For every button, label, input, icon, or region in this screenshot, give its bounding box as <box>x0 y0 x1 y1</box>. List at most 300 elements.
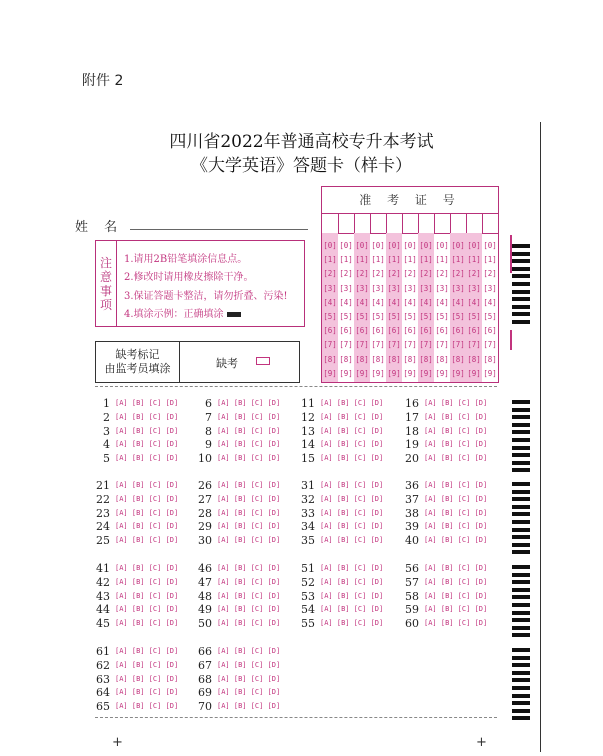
answer-options[interactable]: [A] [B] [C] [D] <box>217 412 281 421</box>
answer-options[interactable]: [A] [B] [C] [D] <box>320 619 384 628</box>
timing-mark <box>512 716 530 720</box>
answer-options[interactable]: [A] [B] [C] [D] <box>424 564 488 572</box>
admission-digit-bubble[interactable]: [8] <box>467 354 481 364</box>
note-item <box>124 305 241 320</box>
question-number: 43 <box>96 589 110 603</box>
admission-digit-bubble[interactable]: [0] <box>435 241 449 250</box>
answer-options[interactable]: [A] [B] [C] [D] <box>424 536 488 545</box>
answer-options[interactable]: [A] [B] [C] [D] <box>115 426 179 435</box>
admission-digit-bubble[interactable]: [7] <box>451 340 465 350</box>
answer-options[interactable]: [A] [B] [C] [D] <box>424 399 488 407</box>
question-number: 64 <box>96 686 110 700</box>
admission-digit-bubble[interactable]: [0] <box>483 241 497 250</box>
question-number: 49 <box>198 603 212 617</box>
answer-options[interactable]: [A] [B] [C] [D] <box>217 591 281 600</box>
admission-digit-bubble[interactable]: [8] <box>371 354 385 364</box>
question-number: 14 <box>301 438 315 452</box>
admission-digit-bubble[interactable]: [8] <box>403 354 417 364</box>
answer-options[interactable]: [A] [B] [C] [D] <box>217 605 281 614</box>
timing-mark <box>512 290 530 294</box>
answer-options[interactable]: [A] [B] [C] [D] <box>424 412 488 421</box>
admission-digit-bubble[interactable]: [9] <box>371 368 385 378</box>
question-number: 12 <box>301 410 315 424</box>
question-number: 35 <box>301 534 315 548</box>
answer-options[interactable]: [A] [B] [C] [D] <box>424 454 488 463</box>
admission-digit-bubble[interactable]: [2] <box>371 269 385 279</box>
answer-options[interactable]: [A] [B] [C] [D] <box>320 494 384 503</box>
admission-digit-bubble[interactable]: [0] <box>323 241 337 250</box>
question-number: 34 <box>301 520 315 534</box>
answer-options[interactable]: [A] [B] [C] [D] <box>320 426 384 435</box>
answer-options[interactable]: [A] [B] [C] [D] <box>217 702 281 711</box>
answer-options[interactable]: [A] [B] [C] [D] <box>424 494 488 503</box>
admission-digit-bubble[interactable]: [7] <box>323 340 337 350</box>
question-number: 21 <box>96 479 110 492</box>
admission-digit-bubble[interactable]: [5] <box>451 312 465 321</box>
question-number: 32 <box>301 492 315 506</box>
answer-options[interactable]: [A] [B] [C] [D] <box>115 412 179 421</box>
admission-digit-bubble[interactable]: [7] <box>419 340 433 350</box>
admission-digit-bubble[interactable]: [5] <box>371 312 385 321</box>
crop-mark: + <box>476 735 487 750</box>
answer-options[interactable]: [A] [B] [C] [D] <box>115 494 179 503</box>
question-number: 47 <box>198 575 212 589</box>
absence-checkbox[interactable] <box>256 357 270 365</box>
question-number: 58 <box>405 589 419 603</box>
pink-marker <box>510 330 512 350</box>
timing-mark <box>512 505 530 509</box>
admission-entry-cell[interactable] <box>370 213 387 233</box>
admission-digit-bubble[interactable]: [3] <box>339 283 353 293</box>
answer-options[interactable]: [A] [B] [C] [D] <box>217 577 281 586</box>
timing-mark <box>512 709 530 713</box>
admission-digit-bubble[interactable]: [3] <box>451 283 465 293</box>
admission-digit-bubble[interactable]: [9] <box>387 368 401 378</box>
answer-options[interactable]: [A] [B] [C] [D] <box>115 591 179 600</box>
question-number: 42 <box>96 575 110 589</box>
question-number: 54 <box>301 603 315 617</box>
question-number: 57 <box>405 575 419 589</box>
admission-digit-bubble[interactable]: [7] <box>403 340 417 350</box>
admission-digit-bubble[interactable]: [3] <box>403 283 417 293</box>
answer-options[interactable]: [A] [B] [C] [D] <box>320 412 384 421</box>
admission-digit-bubble[interactable]: [9] <box>419 368 433 378</box>
answer-options[interactable]: [A] [B] [C] [D] <box>217 426 281 435</box>
admission-digit-bubble[interactable]: [6] <box>355 326 369 336</box>
answer-options[interactable]: [A] [B] [C] [D] <box>424 591 488 600</box>
admission-digit-bubble[interactable]: [2] <box>355 269 369 279</box>
admission-entry-cell[interactable] <box>402 213 419 233</box>
admission-digit-bubble[interactable]: [5] <box>467 312 481 321</box>
answer-options[interactable]: [A] [B] [C] [D] <box>115 577 179 586</box>
answer-options[interactable]: [A] [B] [C] [D] <box>115 522 179 531</box>
timing-mark <box>512 580 530 584</box>
question-number: 3 <box>103 424 110 438</box>
answer-options[interactable]: [A] [B] [C] [D] <box>115 674 179 683</box>
question-number: 65 <box>96 700 110 714</box>
question-number: 55 <box>301 617 315 631</box>
admission-digit-bubble[interactable]: [1] <box>371 255 385 265</box>
admission-digit-bubble[interactable]: [2] <box>467 269 481 279</box>
timing-mark <box>512 267 530 271</box>
admission-digit-bubble[interactable]: [6] <box>435 326 449 336</box>
answer-options[interactable]: [A] [B] [C] [D] <box>424 481 488 489</box>
answer-options[interactable]: [A] [B] [C] [D] <box>217 564 281 572</box>
admission-digit-bubble[interactable]: [6] <box>467 326 481 336</box>
answer-options[interactable]: [A] [B] [C] [D] <box>217 522 281 531</box>
admission-digit-bubble[interactable]: [8] <box>435 354 449 364</box>
divider <box>95 717 497 718</box>
timing-mark <box>512 694 530 698</box>
admission-digit-bubble[interactable]: [4] <box>435 297 449 307</box>
admission-number-grid <box>321 186 499 383</box>
absence-mark-label: 缺考 <box>216 357 238 370</box>
question-number: 39 <box>405 520 419 534</box>
question-number: 1 <box>103 397 110 410</box>
answer-options[interactable]: [A] [B] [C] [D] <box>115 660 179 669</box>
admission-digit-bubble[interactable]: [5] <box>323 312 337 321</box>
divider <box>95 386 497 387</box>
answer-options[interactable]: [A] [B] [C] [D] <box>115 647 179 655</box>
answer-options[interactable]: [A] [B] [C] [D] <box>115 688 179 697</box>
name-field[interactable] <box>130 229 308 230</box>
answer-options[interactable]: [A] [B] [C] [D] <box>320 536 384 545</box>
admission-digit-bubble[interactable]: [0] <box>403 241 417 250</box>
answer-options[interactable]: [A] [B] [C] [D] <box>217 688 281 697</box>
admission-digit-bubble[interactable]: [5] <box>419 312 433 321</box>
notes-heading-char: 意 <box>99 269 112 284</box>
question-number: 17 <box>405 410 419 424</box>
timing-mark <box>512 550 530 554</box>
admission-digit-bubble[interactable]: [0] <box>371 241 385 250</box>
admission-digit-bubble[interactable]: [7] <box>483 340 497 350</box>
timing-mark <box>512 408 530 412</box>
exam-subtitle: 《大学英语》答题卡（样卡） <box>191 156 412 176</box>
timing-mark <box>512 244 530 248</box>
answer-options[interactable]: [A] [B] [C] [D] <box>115 508 179 517</box>
admission-digit-bubble[interactable]: [4] <box>419 297 433 307</box>
answer-options[interactable]: [A] [B] [C] [D] <box>217 647 281 655</box>
admission-digit-bubble[interactable]: [3] <box>387 283 401 293</box>
admission-digit-bubble[interactable]: [5] <box>403 312 417 321</box>
fill-sample-mark <box>227 312 241 317</box>
admission-digit-bubble[interactable]: [9] <box>323 368 337 378</box>
admission-digit-bubble[interactable]: [8] <box>483 354 497 364</box>
admission-digit-bubble[interactable]: [6] <box>483 326 497 336</box>
answer-options[interactable]: [A] [B] [C] [D] <box>320 577 384 586</box>
answer-options[interactable]: [A] [B] [C] [D] <box>115 605 179 614</box>
answer-options[interactable]: [A] [B] [C] [D] <box>320 440 384 449</box>
admission-digit-bubble[interactable]: [2] <box>387 269 401 279</box>
answer-options[interactable]: [A] [B] [C] [D] <box>320 508 384 517</box>
timing-mark <box>512 312 530 316</box>
admission-digit-bubble[interactable]: [5] <box>483 312 497 321</box>
admission-digit-bubble[interactable]: [2] <box>403 269 417 279</box>
answer-options[interactable]: [A] [B] [C] [D] <box>115 702 179 711</box>
admission-digit-bubble[interactable]: [4] <box>355 297 369 307</box>
admission-digit-bubble[interactable]: [3] <box>355 283 369 293</box>
admission-digit-bubble[interactable]: [8] <box>339 354 353 364</box>
answer-options[interactable]: [A] [B] [C] [D] <box>424 440 488 449</box>
admission-digit-bubble[interactable]: [6] <box>419 326 433 336</box>
admission-digit-bubble[interactable]: [5] <box>435 312 449 321</box>
admission-digit-bubble[interactable]: [2] <box>339 269 353 279</box>
question-number: 20 <box>405 452 419 466</box>
admission-digit-bubble[interactable]: [7] <box>387 340 401 350</box>
admission-digit-bubble[interactable]: [4] <box>403 297 417 307</box>
timing-mark <box>512 663 530 667</box>
timing-mark <box>512 701 530 705</box>
admission-digit-bubble[interactable]: [2] <box>435 269 449 279</box>
question-number: 70 <box>198 700 212 714</box>
answer-options[interactable]: [A] [B] [C] [D] <box>424 605 488 614</box>
answer-options[interactable]: [A] [B] [C] [D] <box>217 399 281 407</box>
timing-mark <box>512 438 530 442</box>
admission-digit-bubble[interactable]: [6] <box>371 326 385 336</box>
question-number: 22 <box>96 492 110 506</box>
admission-digit-bubble[interactable]: [8] <box>323 354 337 364</box>
admission-digit-bubble[interactable]: [3] <box>371 283 385 293</box>
answer-options[interactable]: [A] [B] [C] [D] <box>320 481 384 489</box>
admission-entry-cell[interactable] <box>322 213 339 233</box>
admission-digit-bubble[interactable]: [4] <box>451 297 465 307</box>
question-number: 67 <box>198 658 212 672</box>
admission-digit-bubble[interactable]: [1] <box>419 255 433 265</box>
question-number: 56 <box>405 562 419 575</box>
admission-digit-bubble[interactable]: [4] <box>483 297 497 307</box>
admission-digit-bubble[interactable]: [4] <box>387 297 401 307</box>
question-number: 8 <box>205 424 212 438</box>
admission-entry-cell[interactable] <box>450 213 467 233</box>
question-number: 44 <box>96 603 110 617</box>
question-number: 27 <box>198 492 212 506</box>
timing-mark <box>512 482 530 486</box>
admission-digit-bubble[interactable]: [3] <box>483 283 497 293</box>
admission-digit-bubble[interactable]: [7] <box>435 340 449 350</box>
admission-digit-bubble[interactable]: [0] <box>451 241 465 250</box>
timing-mark <box>512 626 530 630</box>
answer-options[interactable]: [A] [B] [C] [D] <box>320 605 384 614</box>
answer-options[interactable]: [A] [B] [C] [D] <box>217 454 281 463</box>
question-number: 11 <box>301 397 315 410</box>
admission-digit-bubble[interactable]: [6] <box>339 326 353 336</box>
admission-digit-bubble[interactable]: [6] <box>323 326 337 336</box>
notes-heading-char: 项 <box>99 297 112 312</box>
question-number: 68 <box>198 672 212 686</box>
admission-digit-bubble[interactable]: [1] <box>323 255 337 265</box>
answer-options[interactable]: [A] [B] [C] [D] <box>424 522 488 531</box>
admission-digit-bubble[interactable]: [4] <box>339 297 353 307</box>
question-number: 46 <box>198 562 212 575</box>
question-number: 37 <box>405 492 419 506</box>
question-number: 9 <box>205 438 212 452</box>
question-number: 53 <box>301 589 315 603</box>
admission-digit-bubble[interactable]: [8] <box>419 354 433 364</box>
admission-digit-bubble[interactable]: [6] <box>451 326 465 336</box>
admission-digit-bubble[interactable]: [0] <box>467 241 481 250</box>
answer-options[interactable]: [A] [B] [C] [D] <box>115 564 179 572</box>
question-number: 33 <box>301 506 315 520</box>
admission-digit-bubble[interactable]: [9] <box>339 368 353 378</box>
admission-digit-bubble[interactable]: [6] <box>387 326 401 336</box>
note-item: 3.保证答题卡整洁，请勿折叠、污染! <box>124 291 288 302</box>
admission-digit-bubble[interactable]: [1] <box>451 255 465 265</box>
answer-options[interactable]: [A] [B] [C] [D] <box>320 522 384 531</box>
admission-digit-bubble[interactable]: [5] <box>339 312 353 321</box>
admission-digit-bubble[interactable]: [1] <box>403 255 417 265</box>
timing-mark <box>512 633 530 637</box>
admission-digit-bubble[interactable]: [1] <box>435 255 449 265</box>
question-number: 5 <box>103 452 110 466</box>
question-number: 45 <box>96 617 110 631</box>
answer-options[interactable]: [A] [B] [C] [D] <box>424 577 488 586</box>
question-number: 66 <box>198 645 212 658</box>
answer-options[interactable]: [A] [B] [C] [D] <box>115 619 179 628</box>
admission-digit-bubble[interactable]: [9] <box>403 368 417 378</box>
timing-mark <box>512 656 530 660</box>
answer-options[interactable]: [A] [B] [C] [D] <box>424 619 488 628</box>
answer-options[interactable]: [A] [B] [C] [D] <box>217 481 281 489</box>
timing-mark <box>512 595 530 599</box>
admission-heading: 准 考 证 号 <box>322 187 498 214</box>
admission-digit-bubble[interactable]: [7] <box>355 340 369 350</box>
admission-entry-cell[interactable] <box>434 213 451 233</box>
timing-mark <box>512 535 530 539</box>
answer-options[interactable]: [A] [B] [C] [D] <box>424 426 488 435</box>
question-number: 63 <box>96 672 110 686</box>
answer-options[interactable]: [A] [B] [C] [D] <box>217 674 281 683</box>
admission-digit-bubble[interactable]: [3] <box>323 283 337 293</box>
answer-options[interactable]: [A] [B] [C] [D] <box>115 399 179 407</box>
notes-heading-char: 事 <box>99 283 112 298</box>
admission-entry-cell[interactable] <box>386 213 403 233</box>
admission-digit-bubble[interactable]: [4] <box>323 297 337 307</box>
admission-digit-bubble[interactable]: [0] <box>419 241 433 250</box>
answer-options[interactable]: [A] [B] [C] [D] <box>320 454 384 463</box>
admission-digit-bubble[interactable]: [6] <box>403 326 417 336</box>
timing-mark <box>512 603 530 607</box>
question-number: 25 <box>96 534 110 548</box>
note-item: 1.请用2B铅笔填涂信息点。 <box>124 254 248 265</box>
admission-digit-bubble[interactable]: [1] <box>387 255 401 265</box>
admission-entry-cell[interactable] <box>354 213 371 233</box>
admission-digit-bubble[interactable]: [4] <box>371 297 385 307</box>
admission-entry-cell[interactable] <box>418 213 435 233</box>
attachment-label: 附件 2 <box>82 73 124 89</box>
question-number: 61 <box>96 645 110 658</box>
question-number: 13 <box>301 424 315 438</box>
answer-options[interactable]: [A] [B] [C] [D] <box>115 481 179 489</box>
timing-mark <box>512 565 530 569</box>
admission-digit-bubble[interactable]: [1] <box>339 255 353 265</box>
absence-box <box>95 341 300 383</box>
admission-digit-bubble[interactable]: [7] <box>467 340 481 350</box>
answer-options[interactable]: [A] [B] [C] [D] <box>217 619 281 628</box>
question-number: 38 <box>405 506 419 520</box>
admission-digit-bubble[interactable]: [4] <box>467 297 481 307</box>
admission-digit-bubble[interactable]: [9] <box>483 368 497 378</box>
question-number: 50 <box>198 617 212 631</box>
admission-digit-bubble[interactable]: [8] <box>451 354 465 364</box>
question-number: 28 <box>198 506 212 520</box>
answer-options[interactable]: [A] [B] [C] [D] <box>320 399 384 407</box>
admission-digit-bubble[interactable]: [0] <box>355 241 369 250</box>
admission-entry-cell[interactable] <box>466 213 483 233</box>
question-number: 10 <box>198 452 212 466</box>
admission-digit-bubble[interactable]: [2] <box>483 269 497 279</box>
timing-mark <box>512 430 530 434</box>
admission-digit-bubble[interactable]: [0] <box>339 241 353 250</box>
question-number: 18 <box>405 424 419 438</box>
answer-options[interactable]: [A] [B] [C] [D] <box>217 660 281 669</box>
timing-mark <box>512 297 530 301</box>
question-number: 62 <box>96 658 110 672</box>
answer-options[interactable]: [A] [B] [C] [D] <box>115 454 179 463</box>
answer-options[interactable]: [A] [B] [C] [D] <box>217 508 281 517</box>
admission-entry-cell[interactable] <box>338 213 355 233</box>
timing-mark <box>512 648 530 652</box>
answer-options[interactable]: [A] [B] [C] [D] <box>217 494 281 503</box>
admission-digit-bubble[interactable]: [1] <box>483 255 497 265</box>
admission-digit-bubble[interactable]: [9] <box>435 368 449 378</box>
admission-digit-bubble[interactable]: [3] <box>435 283 449 293</box>
timing-mark <box>512 282 530 286</box>
question-number: 7 <box>205 410 212 424</box>
timing-mark <box>512 543 530 547</box>
timing-mark <box>512 678 530 682</box>
timing-mark <box>512 520 530 524</box>
question-number: 2 <box>103 410 110 424</box>
timing-mark <box>512 252 530 256</box>
timing-mark <box>512 259 530 263</box>
admission-digit-bubble[interactable]: [7] <box>339 340 353 350</box>
timing-mark <box>512 618 530 622</box>
answer-options[interactable]: [A] [B] [C] [D] <box>115 440 179 449</box>
admission-digit-bubble[interactable]: [2] <box>323 269 337 279</box>
admission-digit-bubble[interactable]: [2] <box>451 269 465 279</box>
admission-digit-bubble[interactable]: [3] <box>419 283 433 293</box>
answer-options[interactable]: [A] [B] [C] [D] <box>320 564 384 572</box>
note-item: 2.修改时请用橡皮擦除干净。 <box>124 272 254 283</box>
admission-digit-bubble[interactable]: [1] <box>355 255 369 265</box>
admission-digit-bubble[interactable]: [7] <box>371 340 385 350</box>
admission-digit-bubble[interactable]: [0] <box>387 241 401 250</box>
answer-options[interactable]: [A] [B] [C] [D] <box>424 508 488 517</box>
answer-options[interactable]: [A] [B] [C] [D] <box>217 536 281 545</box>
timing-mark <box>512 611 530 615</box>
admission-digit-bubble[interactable]: [9] <box>451 368 465 378</box>
admission-digit-bubble[interactable]: [5] <box>355 312 369 321</box>
admission-digit-bubble[interactable]: [9] <box>355 368 369 378</box>
timing-mark <box>512 320 530 324</box>
question-number: 23 <box>96 506 110 520</box>
admission-digit-bubble[interactable]: [3] <box>467 283 481 293</box>
answer-options[interactable]: [A] [B] [C] [D] <box>115 536 179 545</box>
timing-mark <box>512 274 530 278</box>
admission-digit-bubble[interactable]: [8] <box>387 354 401 364</box>
answer-options[interactable]: [A] [B] [C] [D] <box>320 591 384 600</box>
admission-digit-bubble[interactable]: [9] <box>467 368 481 378</box>
admission-digit-bubble[interactable]: [2] <box>419 269 433 279</box>
note-item-text: 4.填涂示例：正确填涂 <box>124 309 224 320</box>
absence-label-line: 由监考员填涂 <box>104 362 171 375</box>
question-number: 26 <box>198 479 212 492</box>
answer-options[interactable]: [A] [B] [C] [D] <box>217 440 281 449</box>
admission-digit-bubble[interactable]: [5] <box>387 312 401 321</box>
admission-digit-bubble[interactable]: [8] <box>355 354 369 364</box>
admission-digit-bubble[interactable]: [1] <box>467 255 481 265</box>
timing-mark <box>512 446 530 450</box>
